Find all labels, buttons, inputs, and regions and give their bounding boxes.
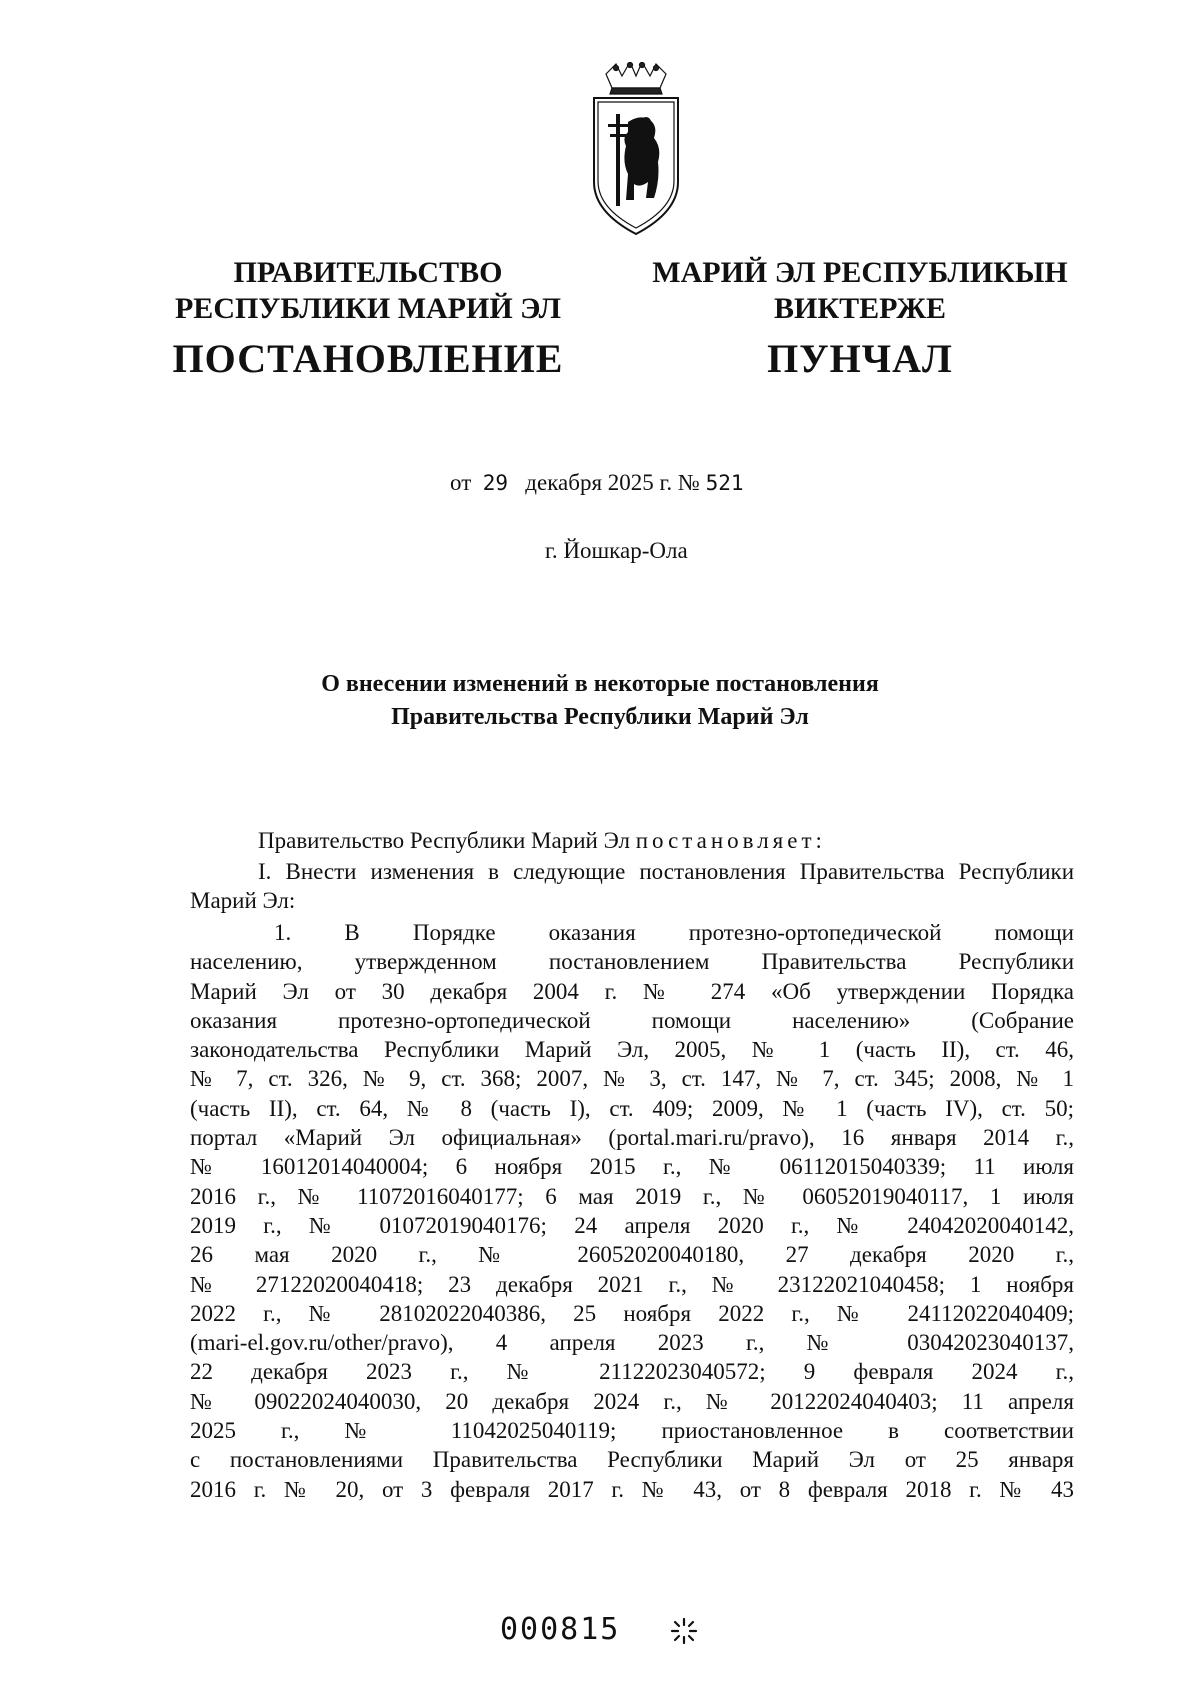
intro-prefix: Правительство Республики Марий Эл — [258, 828, 630, 853]
header-right-block — [650, 255, 1070, 383]
date-day: 29 — [482, 471, 509, 495]
item-one-line: Марий Эл от 30 декабря 2004 г. № 274 «Об утверждении Порядка — [190, 978, 1074, 1004]
section-one-paragraph — [190, 857, 1074, 916]
item-one-line: с постановлениями Правительства Республики Марий Эл от 25 января — [190, 1447, 1074, 1473]
item-one-line: № 7, ст. 326, № 9, ст. 368; 2007, № 3, ст. 147, № 7, ст. 345; 2008, № 1 — [190, 1066, 1074, 1092]
header-left-doctype: ПОСТАНОВЛЕНИЕ — [172, 336, 564, 381]
item-one-line: (mari-el.gov.ru/other/pravo), 4 апреля 2023 г., № 03042023040137, — [190, 1330, 1074, 1356]
item-one-line: № 09022024040030, 20 декабря 2024 г., № 20122024040403; 11 апреля — [190, 1388, 1074, 1414]
coat-of-arms-emblem — [588, 62, 684, 237]
document-city: г. Йошкар-Ола — [545, 538, 688, 563]
header-right-doctype: ПУНЧАЛ — [767, 336, 953, 381]
document-title — [150, 668, 1050, 734]
title-line2: Правительства Республики Марий Эл — [391, 704, 809, 730]
item-one-paragraph — [190, 918, 1074, 1504]
title-line1: О внесении изменений в некоторые постановления — [321, 671, 879, 697]
item-one-line: 2016 г. № 20, от 3 февраля 2017 г. № 43, от 8 февраля 2018 г. № 43 — [190, 1476, 1074, 1502]
item-one-line: 2019 г., № 01072019040176; 24 апреля 2020 г., № 24042020040142, — [190, 1212, 1074, 1238]
document-number: 521 — [705, 471, 744, 495]
section-one-text: I. Внести изменения в следующие постановления Правительства Республики Марий Эл: — [190, 859, 1074, 914]
item-one-line: 2022 г., № 28102022040386, 25 ноября 2022 г., № 24112022040409; — [190, 1300, 1074, 1326]
item-one-line: 2016 г., № 11072016040177; 6 мая 2019 г., № 06052019040117, 1 июля — [190, 1183, 1074, 1209]
item-one-line: портал «Марий Эл официальная» (portal.mari.ru/pravo), 16 января 2014 г., — [190, 1125, 1074, 1151]
item-one-line: 22 декабря 2023 г., № 21122023040572; 9 февраля 2024 г., — [190, 1359, 1074, 1385]
item-one-line: населению, утвержденном постановлением Правительства Республики — [190, 949, 1074, 975]
item-one-line: (часть II), ст. 64, № 8 (часть I), ст. 409; 2009, № 1 (часть IV), ст. 50; — [190, 1095, 1074, 1121]
form-serial-number: 000815 — [500, 1612, 621, 1647]
item-one-line: оказания протезно-ортопедической помощи населению» (Собрание — [190, 1007, 1074, 1033]
item-one-line: законодательства Республики Марий Эл, 2005, № 1 (часть II), ст. 46, — [190, 1037, 1074, 1063]
item-one-line: № 16012014040004; 6 ноября 2015 г., № 06112015040339; 11 июля — [190, 1154, 1074, 1180]
item-one-line: 1. В Порядке оказания протезно-ортопедической помощи — [274, 920, 1074, 945]
intro-decree-word: постановляет: — [635, 828, 826, 853]
header-right-line2: ВИКТЕРЖЕ — [773, 292, 947, 325]
asterisk-mark-icon — [670, 1617, 698, 1645]
header-left-line1: ПРАВИТЕЛЬСТВО — [233, 256, 503, 289]
date-rest: декабря 2025 г. № — [525, 470, 700, 495]
item-one-line: № 27122020040418; 23 декабря 2021 г., № 23122021040458; 1 ноября — [190, 1271, 1074, 1297]
document-date — [450, 470, 744, 496]
header-left-block — [168, 255, 568, 383]
intro-paragraph — [190, 826, 1142, 855]
header-left-line2: РЕСПУБЛИКИ МАРИЙ ЭЛ — [174, 292, 561, 325]
header-right-line1: МАРИЙ ЭЛ РЕСПУБЛИКЫН — [652, 256, 1068, 289]
item-one-line: 2025 г., № 11042025040119; приостановленное в соответствии — [190, 1418, 1074, 1444]
date-prefix: от — [450, 470, 472, 495]
item-one-line: 26 мая 2020 г., № 26052020040180, 27 декабря 2020 г., — [190, 1242, 1074, 1268]
